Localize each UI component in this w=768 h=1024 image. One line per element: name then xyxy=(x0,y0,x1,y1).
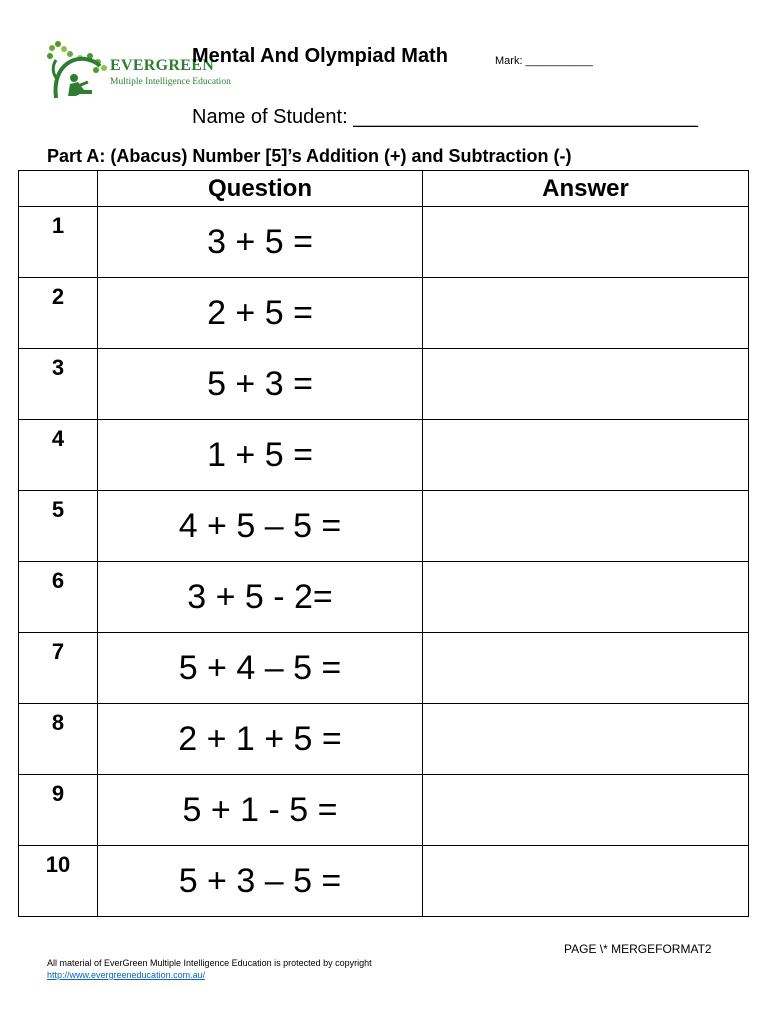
question-cell: 5 + 1 - 5 = xyxy=(98,775,423,846)
table-row xyxy=(19,278,749,349)
question-table xyxy=(18,170,749,917)
logo-tagline: Multiple Intelligence Education xyxy=(110,77,231,87)
row-number: 2 xyxy=(19,278,98,349)
worksheet-title: Mental And Olympiad Math xyxy=(192,45,448,67)
row-number: 5 xyxy=(19,491,98,562)
copyright-notice: All material of EverGreen Multiple Intelligence Education is protected by copyright xyxy=(47,958,372,968)
answer-cell[interactable] xyxy=(423,562,749,633)
page-field: PAGE \* MERGEFORMAT2 xyxy=(564,942,712,956)
row-number: 7 xyxy=(19,633,98,704)
table-row xyxy=(19,775,749,846)
question-cell: 5 + 3 – 5 = xyxy=(98,846,423,917)
table-header-row xyxy=(19,171,749,207)
header-number xyxy=(19,171,98,207)
answer-cell[interactable] xyxy=(423,846,749,917)
header-question: Question xyxy=(98,171,423,207)
row-number: 8 xyxy=(19,704,98,775)
question-cell: 2 + 1 + 5 = xyxy=(98,704,423,775)
row-number: 3 xyxy=(19,349,98,420)
table-row xyxy=(19,633,749,704)
answer-cell[interactable] xyxy=(423,775,749,846)
tree-reader-icon xyxy=(44,40,110,102)
question-cell: 2 + 5 = xyxy=(98,278,423,349)
row-number: 10 xyxy=(19,846,98,917)
question-cell: 3 + 5 = xyxy=(98,207,423,278)
question-cell: 3 + 5 - 2= xyxy=(98,562,423,633)
row-number: 1 xyxy=(19,207,98,278)
answer-cell[interactable] xyxy=(423,633,749,704)
header-answer: Answer xyxy=(423,171,749,207)
row-number: 4 xyxy=(19,420,98,491)
answer-cell[interactable] xyxy=(423,207,749,278)
answer-cell[interactable] xyxy=(423,420,749,491)
section-title: Part A: (Abacus) Number [5]’s Addition (+) and Subtraction (-) xyxy=(47,146,572,166)
answer-cell[interactable] xyxy=(423,349,749,420)
row-number: 6 xyxy=(19,562,98,633)
table-row xyxy=(19,846,749,917)
question-cell: 1 + 5 = xyxy=(98,420,423,491)
logo-name: EVERGREEN xyxy=(110,57,215,74)
question-cell: 4 + 5 – 5 = xyxy=(98,491,423,562)
answer-cell[interactable] xyxy=(423,278,749,349)
question-cell: 5 + 3 = xyxy=(98,349,423,420)
table-row xyxy=(19,420,749,491)
row-number: 9 xyxy=(19,775,98,846)
answer-cell[interactable] xyxy=(423,491,749,562)
website-link[interactable]: http://www.evergreeneducation.com.au/ xyxy=(47,970,206,980)
question-cell: 5 + 4 – 5 = xyxy=(98,633,423,704)
mark-field[interactable]: Mark: ___________ xyxy=(495,55,593,67)
table-row xyxy=(19,207,749,278)
answer-cell[interactable] xyxy=(423,704,749,775)
table-row xyxy=(19,349,749,420)
table-row xyxy=(19,704,749,775)
table-row xyxy=(19,562,749,633)
table-row xyxy=(19,491,749,562)
student-name-field[interactable]: Name of Student: _______________________________ xyxy=(192,106,699,128)
